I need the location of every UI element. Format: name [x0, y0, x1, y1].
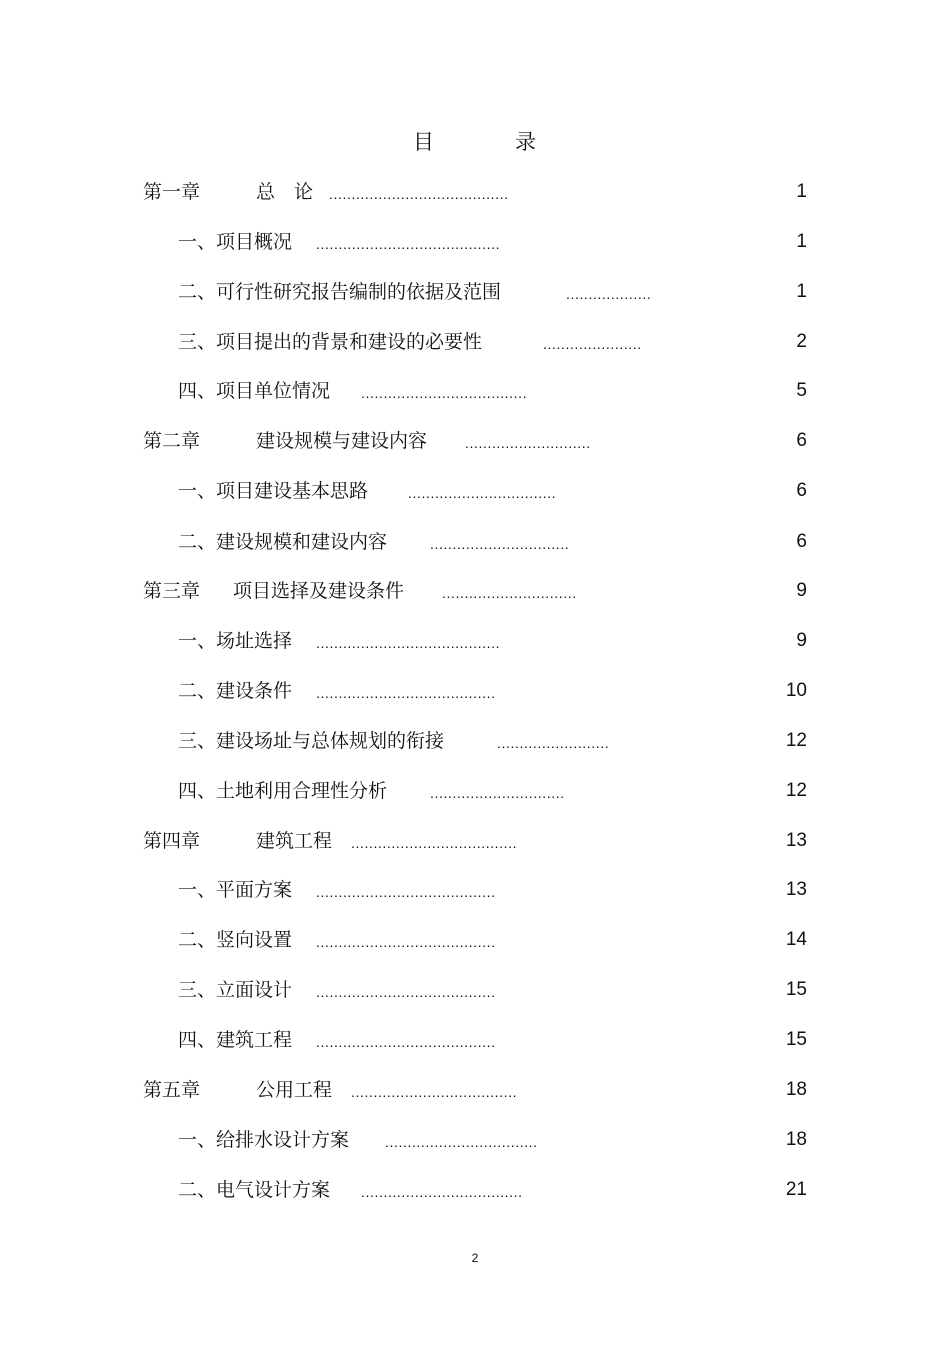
toc-section-row[interactable]	[0, 875, 950, 905]
toc-section-row[interactable]	[0, 776, 950, 806]
toc-dot-leader: ........................................	[316, 884, 496, 900]
toc-page-number: 6	[796, 430, 807, 451]
toc-section-row[interactable]	[0, 626, 950, 656]
toc-chapter-number: 第一章	[143, 181, 201, 203]
toc-section-title: 二、可行性研究报告编制的依据及范围	[178, 281, 502, 303]
toc-chapter-row[interactable]	[0, 576, 950, 606]
toc-section-row[interactable]	[0, 1125, 950, 1155]
toc-section-row[interactable]	[0, 925, 950, 955]
toc-page-number: 5	[796, 380, 807, 401]
toc-page-number: 13	[785, 879, 807, 900]
toc-dot-leader: .........................................	[316, 635, 501, 651]
toc-page-number: 10	[785, 680, 807, 701]
toc-page-number: 15	[785, 979, 807, 1000]
toc-dot-leader: ..............................	[430, 785, 565, 801]
toc-chapter-title: 公用工程	[256, 1079, 333, 1101]
toc-chapter-title: 总 论	[256, 181, 314, 203]
page-number: 2	[471, 1251, 479, 1265]
toc-dot-leader: ........................................	[329, 186, 509, 202]
toc-dot-leader: ......................	[543, 336, 642, 352]
toc-page-number: 21	[785, 1179, 807, 1200]
toc-page-number: 6	[796, 480, 807, 501]
toc-section-row[interactable]	[0, 527, 950, 557]
toc-dot-leader: .....................................	[361, 385, 528, 401]
toc-page-number: 12	[785, 780, 807, 801]
toc-dot-leader: .....................................	[351, 1084, 518, 1100]
toc-section-title: 三、项目提出的背景和建设的必要性	[178, 331, 483, 353]
toc-chapter-number: 第四章	[143, 830, 201, 852]
toc-section-row[interactable]	[0, 227, 950, 257]
toc-section-row[interactable]	[0, 975, 950, 1005]
toc-page-number: 1	[796, 281, 807, 302]
toc-section-title: 一、项目建设基本思路	[178, 480, 369, 502]
toc-section-title: 四、建筑工程	[178, 1029, 293, 1051]
toc-heading	[0, 128, 950, 156]
toc-section-title: 二、建设规模和建设内容	[178, 531, 388, 553]
toc-dot-leader: ............................	[465, 435, 591, 451]
toc-page-number: 1	[796, 181, 807, 202]
toc-section-row[interactable]	[0, 327, 950, 357]
toc-section-title: 一、场址选择	[178, 630, 293, 652]
toc-dot-leader: ..................................	[385, 1134, 538, 1150]
toc-heading-right: 录	[515, 130, 536, 154]
toc-page-number: 14	[785, 929, 807, 950]
toc-page-number: 9	[796, 580, 807, 601]
toc-dot-leader: ........................................	[316, 934, 496, 950]
toc-page-number: 18	[785, 1129, 807, 1150]
toc-section-row[interactable]	[0, 1025, 950, 1055]
toc-heading-left: 目	[413, 130, 434, 154]
toc-chapter-row[interactable]	[0, 177, 950, 207]
toc-section-row[interactable]	[0, 476, 950, 506]
toc-chapter-row[interactable]	[0, 1075, 950, 1105]
toc-section-row[interactable]	[0, 676, 950, 706]
toc-section-title: 二、电气设计方案	[178, 1179, 331, 1201]
toc-section-title: 二、建设条件	[178, 680, 293, 702]
toc-page-number: 13	[785, 830, 807, 851]
toc-section-title: 一、给排水设计方案	[178, 1129, 350, 1151]
toc-section-title: 四、土地利用合理性分析	[178, 780, 388, 802]
toc-dot-leader: .........................................	[316, 236, 501, 252]
toc-section-title: 四、项目单位情况	[178, 380, 331, 402]
toc-chapter-title: 建筑工程	[256, 830, 333, 852]
toc-page-number: 1	[796, 231, 807, 252]
toc-section-title: 三、立面设计	[178, 979, 293, 1001]
toc-chapter-number: 第三章	[143, 580, 201, 602]
toc-dot-leader: ..............................	[442, 585, 577, 601]
toc-section-row[interactable]	[0, 376, 950, 406]
toc-page-number: 9	[796, 630, 807, 651]
toc-page-number: 6	[796, 531, 807, 552]
toc-section-title: 二、竖向设置	[178, 929, 293, 951]
toc-chapter-number: 第五章	[143, 1079, 201, 1101]
toc-page-number: 12	[785, 730, 807, 751]
toc-chapter-title: 项目选择及建设条件	[233, 580, 405, 602]
toc-section-title: 一、项目概况	[178, 231, 293, 253]
toc-chapter-row[interactable]	[0, 826, 950, 856]
toc-dot-leader: ...................	[566, 286, 652, 302]
toc-chapter-row[interactable]	[0, 426, 950, 456]
toc-section-row[interactable]	[0, 277, 950, 307]
toc-dot-leader: ........................................	[316, 1034, 496, 1050]
toc-dot-leader: ....................................	[361, 1184, 523, 1200]
toc-dot-leader: ........................................	[316, 685, 496, 701]
toc-section-title: 一、平面方案	[178, 879, 293, 901]
toc-chapter-title: 建设规模与建设内容	[256, 430, 428, 452]
toc-section-row[interactable]	[0, 726, 950, 756]
toc-page-number: 15	[785, 1029, 807, 1050]
toc-chapter-number: 第二章	[143, 430, 201, 452]
toc-dot-leader: .....................................	[351, 835, 518, 851]
toc-page-number: 18	[785, 1079, 807, 1100]
toc-dot-leader: .................................	[408, 485, 557, 501]
toc-section-title: 三、建设场址与总体规划的衔接	[178, 730, 445, 752]
toc-dot-leader: .........................	[497, 735, 610, 751]
toc-section-row[interactable]	[0, 1175, 950, 1205]
toc-dot-leader: ........................................	[316, 984, 496, 1000]
toc-page-number: 2	[796, 331, 807, 352]
toc-dot-leader: ...............................	[430, 536, 570, 552]
